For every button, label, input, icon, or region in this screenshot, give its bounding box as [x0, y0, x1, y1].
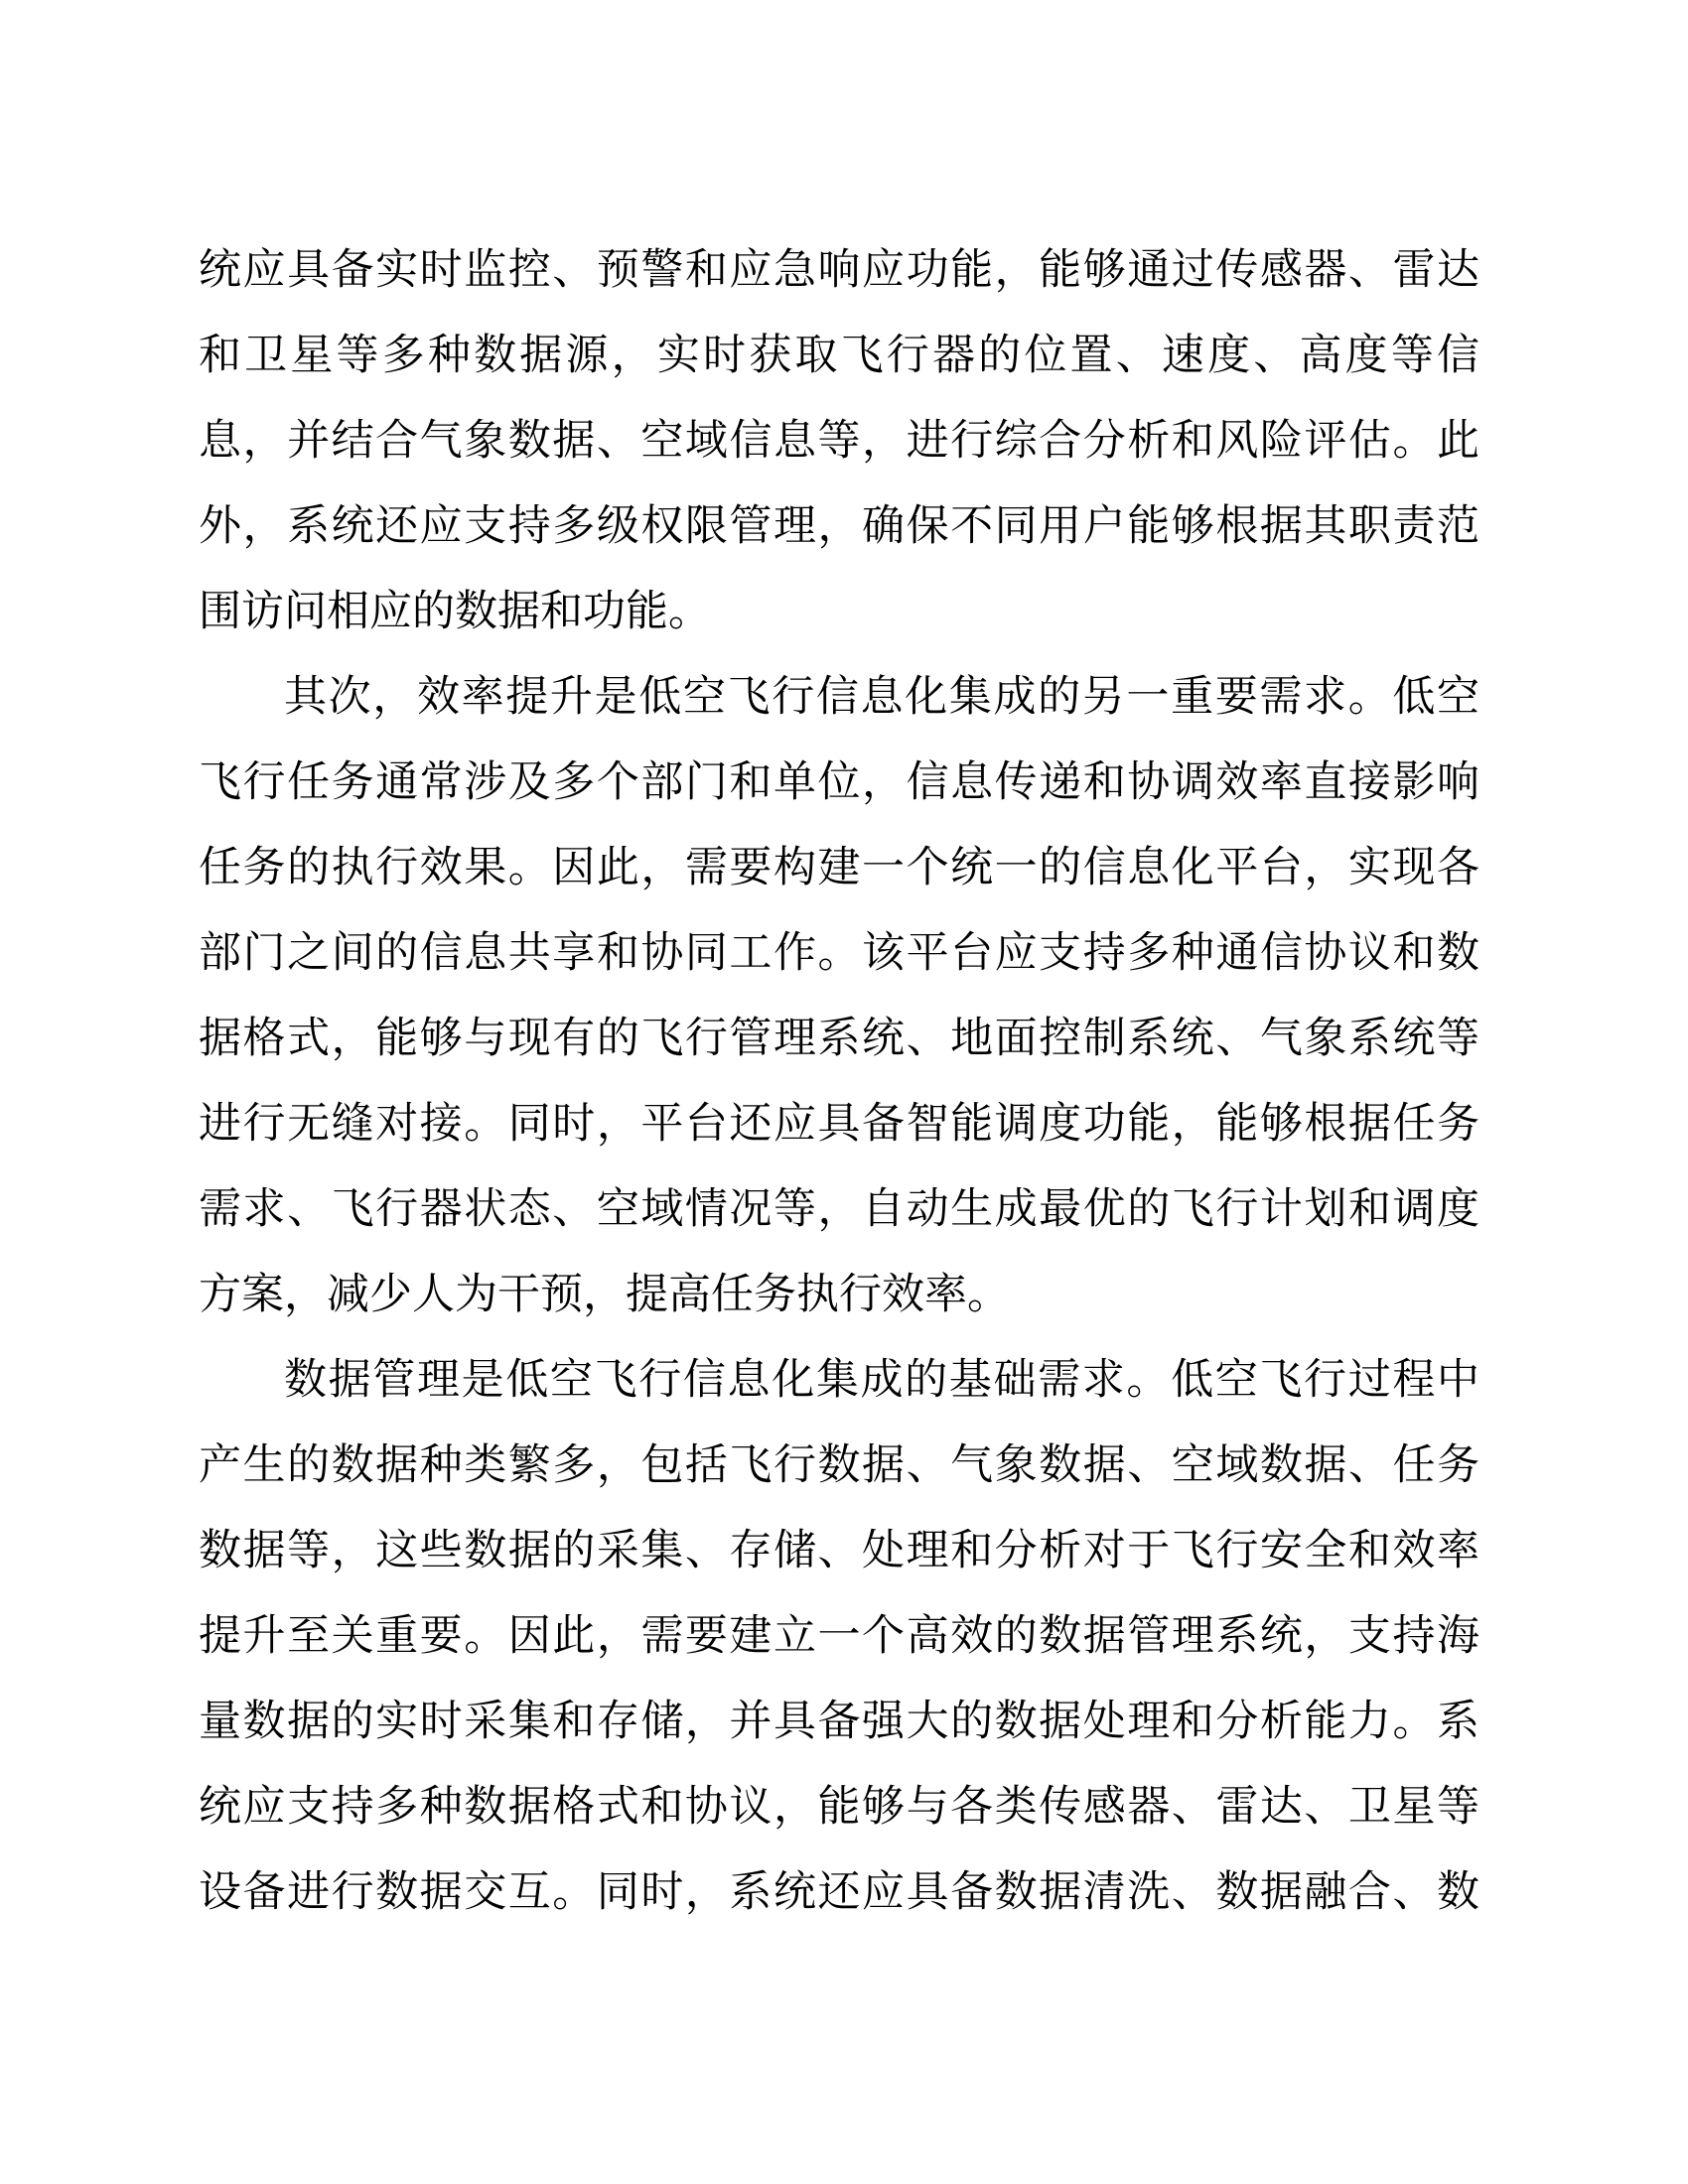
text-line: 其次，效率提升是低空飞行信息化集成的另一重要需求。低空	[284, 674, 1479, 721]
paragraph-data-management	[199, 1338, 1479, 1936]
text-block	[199, 228, 1479, 1936]
text-line: 统应具备实时监控、预警和应急响应功能，能够通过传感器、雷达	[199, 247, 1479, 294]
text-line: 围访问相应的数据和功能。	[199, 589, 711, 635]
text-line: 和卫星等多种数据源，实时获取飞行器的位置、速度、高度等信	[199, 333, 1479, 379]
text-line: 统应支持多种数据格式和协议，能够与各类传感器、雷达、卫星等	[199, 1784, 1479, 1831]
text-line: 进行无缝对接。同时，平台还应具备智能调度功能，能够根据任务	[199, 1101, 1479, 1148]
paragraph-continuation	[199, 228, 1479, 655]
text-line: 数据等，这些数据的采集、存储、处理和分析对于飞行安全和效率	[199, 1528, 1479, 1574]
text-line: 任务的执行效果。因此，需要构建一个统一的信息化平台，实现各	[199, 845, 1479, 891]
text-line: 需求、飞行器状态、空域情况等，自动生成最优的飞行计划和调度	[199, 1186, 1479, 1233]
text-line: 数据管理是低空飞行信息化集成的基础需求。低空飞行过程中	[284, 1357, 1479, 1404]
text-line: 据格式，能够与现有的飞行管理系统、地面控制系统、气象系统等	[199, 1016, 1479, 1062]
text-line: 部门之间的信息共享和协同工作。该平台应支持多种通信协议和数	[199, 930, 1479, 977]
text-line: 飞行任务通常涉及多个部门和单位，信息传递和协调效率直接影响	[199, 759, 1479, 806]
text-line: 量数据的实时采集和存储，并具备强大的数据处理和分析能力。系	[199, 1699, 1479, 1745]
paragraph-efficiency	[199, 655, 1479, 1338]
text-line: 息，并结合气象数据、空域信息等，进行综合分析和风险评估。此	[199, 418, 1479, 465]
text-line: 提升至关重要。因此，需要建立一个高效的数据管理系统，支持海	[199, 1613, 1479, 1660]
text-line: 外，系统还应支持多级权限管理，确保不同用户能够根据其职责范	[199, 503, 1479, 550]
text-line: 方案，减少人为干预，提高任务执行效率。	[199, 1272, 1010, 1318]
text-line: 产生的数据种类繁多，包括飞行数据、气象数据、空域数据、任务	[199, 1442, 1479, 1489]
text-line: 设备进行数据交互。同时，系统还应具备数据清洗、数据融合、数	[199, 1869, 1479, 1916]
